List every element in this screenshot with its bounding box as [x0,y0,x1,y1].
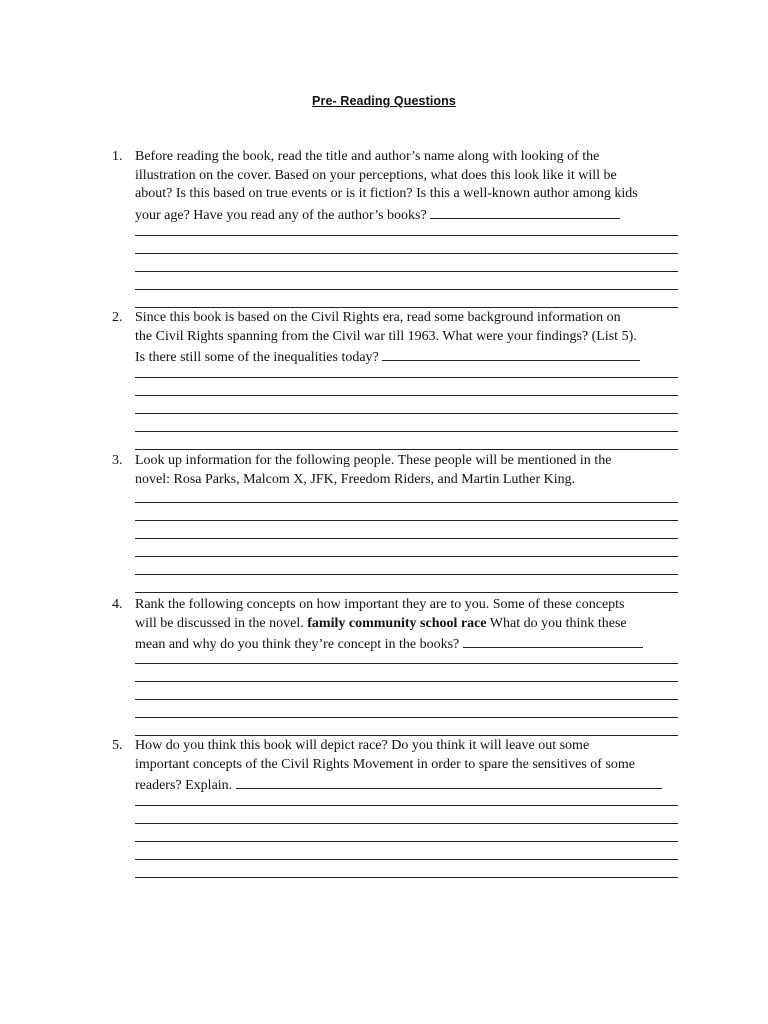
question-number: 3. [112,453,123,468]
question-number: 2. [112,310,123,325]
question-text-line [135,633,680,655]
question-text-segment: readers? Explain. [135,778,233,793]
question-text [135,148,680,225]
answer-line[interactable] [135,449,678,450]
answer-line[interactable] [135,413,678,414]
answer-line[interactable] [135,502,678,503]
answer-line[interactable] [135,663,678,664]
answer-line[interactable] [135,395,678,396]
question-text-line: Look up information for the following people. These people will be mentioned in the [135,453,612,468]
question-text-segment: Is there still some of the inequalities today? [135,350,379,365]
answer-line[interactable] [135,431,678,432]
question-text-line: important concepts of the Civil Rights Movement in order to spare the sensitives of some [135,756,636,772]
question-text-segment: will be discussed in the novel. [135,615,304,631]
answer-line[interactable] [135,307,678,308]
question-text [135,309,680,368]
question-text-line: How do you think this book will depict race? Do you think it will leave out some [135,738,590,753]
answer-line[interactable] [135,735,678,736]
question-number: 5. [112,738,123,753]
answer-line[interactable] [135,805,678,806]
question-text-line: the Civil Rights spanning from the Civil war till 1963. What were your findings? (List 5). [135,328,637,344]
question-text [135,596,680,655]
answer-line[interactable] [135,717,678,718]
question-text [135,452,680,489]
answer-line[interactable] [135,377,678,378]
answer-line[interactable] [135,289,678,290]
question-text [135,737,680,796]
question-text-segment: mean and why do you think they’re concept in the books? [135,637,460,652]
inline-answer-blank[interactable] [430,204,620,219]
question-text-line: Rank the following concepts on how important they are to you. Some of these concepts [135,597,625,612]
answer-line[interactable] [135,538,678,539]
inline-answer-blank[interactable] [463,633,643,648]
question-text-line: Since this book is based on the Civil Rights era, read some background information on [135,310,621,325]
question-number: 4. [112,597,123,612]
question-text-line [135,346,680,368]
question-text-line: about? Is this based on true events or is it fiction? Is this a well-known author among kids [135,186,638,201]
concepts-list: family community school race [307,615,487,631]
question-text-line: Before reading the book, read the title and author’s name along with looking of the [135,149,600,164]
question-number: 1. [112,149,123,164]
inline-answer-blank[interactable] [236,774,662,789]
answer-line[interactable] [135,859,678,860]
question-text-line [135,204,680,226]
answer-line[interactable] [135,841,678,842]
answer-line[interactable] [135,520,678,521]
answer-line[interactable] [135,574,678,575]
answer-line[interactable] [135,235,678,236]
answer-line[interactable] [135,556,678,557]
answer-line[interactable] [135,681,678,682]
question-text-line [135,774,680,796]
question-text-line: illustration on the cover. Based on your perceptions, what does this look like it will be [135,167,617,183]
question-text-line [135,615,680,634]
answer-line[interactable] [135,699,678,700]
question-text-segment: What do you think these [489,615,627,631]
answer-line[interactable] [135,271,678,272]
answer-line[interactable] [135,253,678,254]
inline-answer-blank[interactable] [382,346,640,361]
question-text-segment: your age? Have you read any of the author’s books? [135,207,427,223]
question-text-line: novel: Rosa Parks, Malcom X, JFK, Freedom Riders, and Martin Luther King. [135,471,576,487]
answer-line[interactable] [135,877,678,878]
page-title: Pre- Reading Questions [312,94,456,108]
answer-line[interactable] [135,592,678,593]
answer-line[interactable] [135,823,678,824]
